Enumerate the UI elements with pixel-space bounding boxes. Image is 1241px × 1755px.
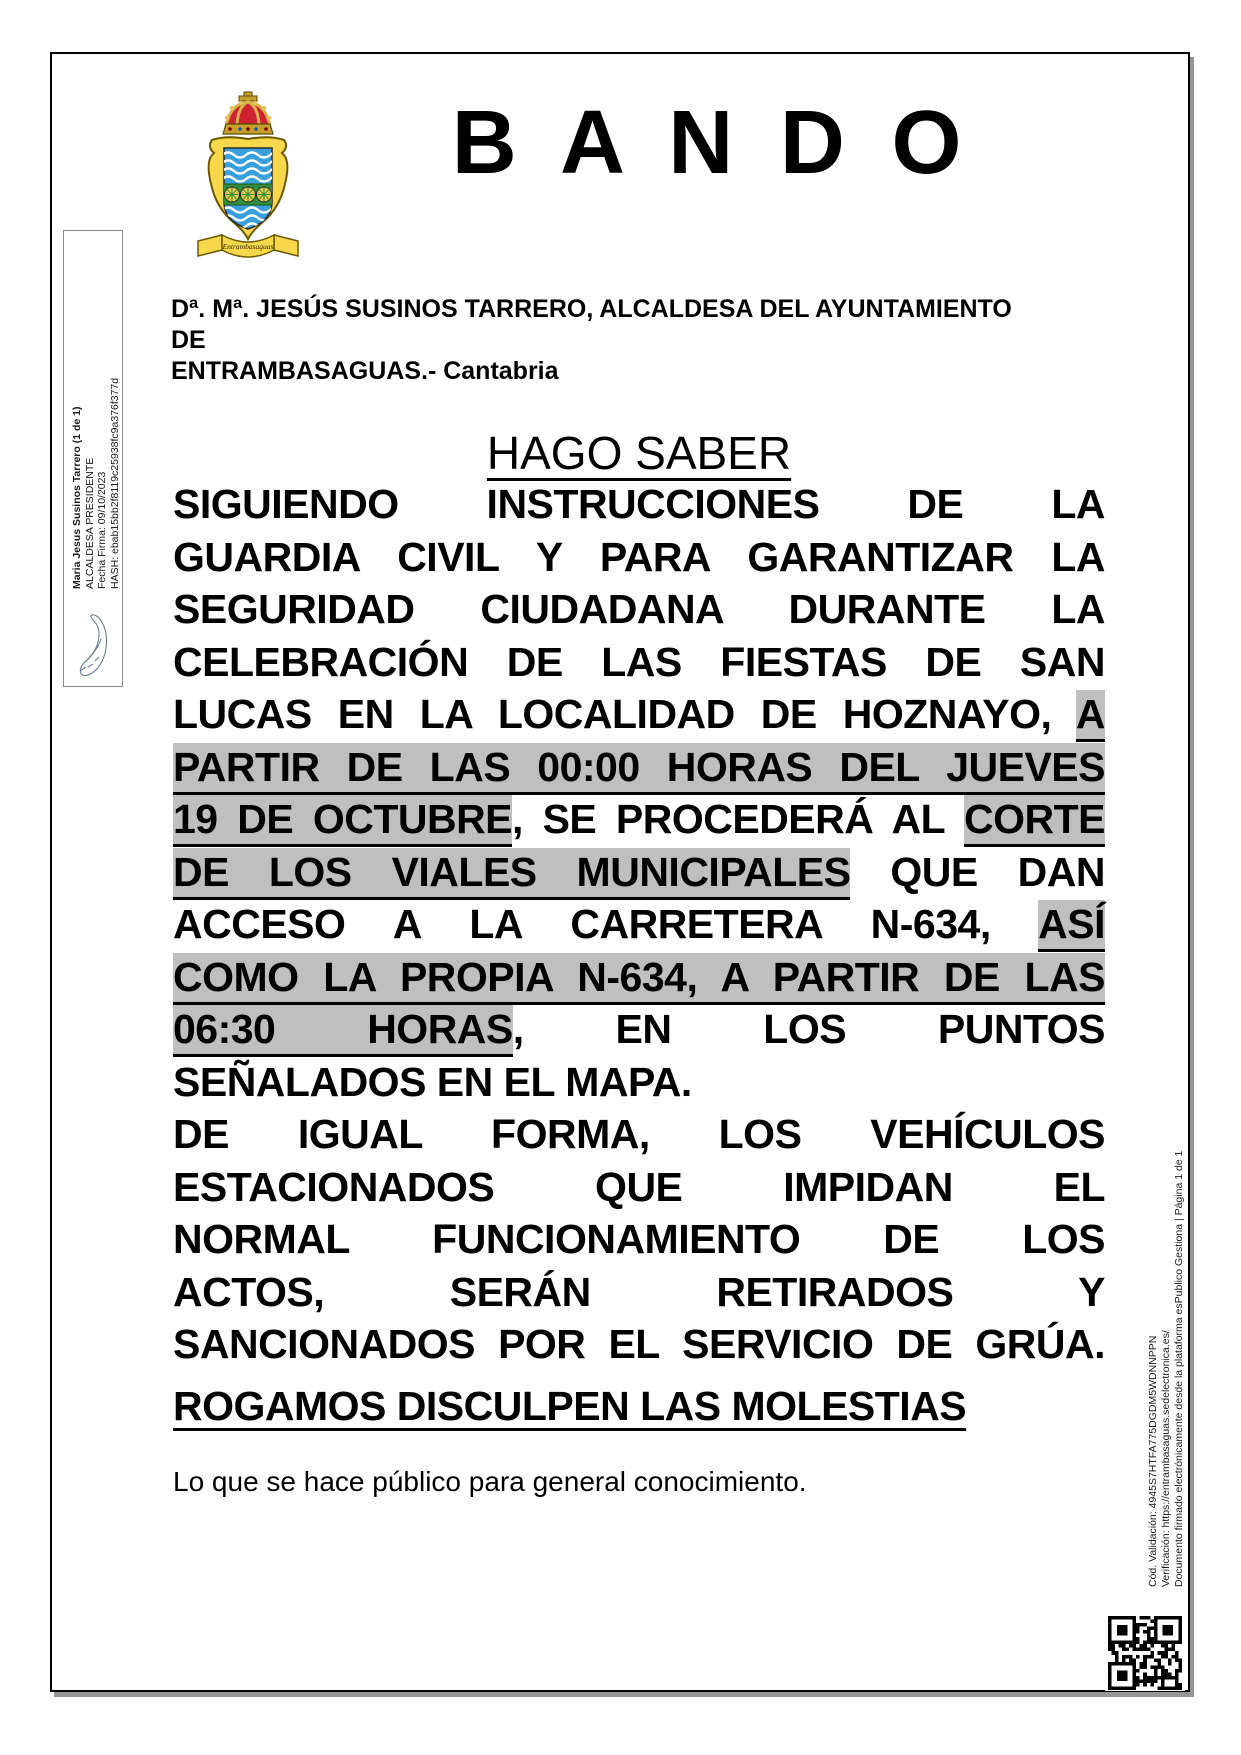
- plain-text: SANCIONADOS POR EL SERVICIO DE GRÚA.: [173, 1321, 1105, 1367]
- verification-url: Verificación: https://entrambasaguas.sedelectronica.es/: [1160, 1330, 1172, 1587]
- issuer-line-2: ENTRAMBASAGUAS.- Cantabria: [171, 357, 559, 385]
- signature-hash: HASH: ebab15bb2f8119c25938fc9a376f377d: [108, 377, 121, 589]
- closing-line: ROGAMOS DISCULPEN LAS MOLESTIAS: [173, 1382, 967, 1429]
- crown-icon: [223, 92, 273, 134]
- body-line: [173, 1161, 1105, 1214]
- body-block: [173, 478, 1105, 1509]
- highlighted-text: CORTE: [964, 795, 1105, 847]
- body-line: [173, 1266, 1105, 1319]
- highlighted-text: A: [1076, 690, 1105, 742]
- signer-name: Maria Jesus Susinos Tarrero (1 de 1): [71, 406, 83, 589]
- plain-text: ESTACIONADOS QUE IMPIDAN EL: [173, 1163, 1105, 1210]
- highlighted-text: 19 DE OCTUBRE: [173, 795, 512, 847]
- body-line: [173, 636, 1105, 689]
- plain-text: ACTOS, SERÁN RETIRADOS Y: [173, 1268, 1105, 1315]
- body-line: [173, 1318, 1105, 1371]
- highlighted-text: ASÍ: [1038, 900, 1105, 952]
- highlighted-text: PARTIR DE LAS 00:00 HORAS DEL JUEVES: [173, 743, 1105, 795]
- qr-code: [1105, 1615, 1185, 1691]
- body-line: [173, 846, 1105, 899]
- shield: [209, 137, 288, 239]
- plain-text: , SE PROCEDERÁ AL: [512, 796, 965, 842]
- signature-stamp-box: [63, 230, 123, 687]
- footer-note: Lo que se hace público para general conocimiento.: [173, 1466, 807, 1497]
- platform-line: Documento firmado electrónicamente desde la plataforma esPublico Gestiona | Página 1 de 1: [1173, 1150, 1185, 1587]
- body-line: [173, 688, 1105, 741]
- signer-role: ALCALDESA PRESIDENTE: [83, 457, 96, 589]
- issuer-statement: [171, 294, 1051, 387]
- page-title: B A N D O: [451, 93, 973, 193]
- plain-text: SEGURIDAD CIUDADANA DURANTE LA: [173, 586, 1105, 632]
- highlighted-text: 06:30 HORAS: [173, 1005, 513, 1057]
- body-line: [173, 1056, 1105, 1109]
- validation-code: Cód. Validación: 4945S7HTFA775DGDM5WDNNPPN: [1147, 1335, 1159, 1587]
- highlighted-text: DE LOS VIALES MUNICIPALES: [173, 848, 850, 900]
- issuer-line-1: Dª. Mª. JESÚS SUSINOS TARRERO, ALCALDESA DEL AYUNTAMIENTO DE: [171, 295, 1012, 354]
- body-line: [173, 793, 1105, 846]
- plain-text: SEÑALADOS EN EL MAPA.: [173, 1058, 692, 1105]
- signature-date: Fecha Firma: 09/10/2023: [96, 471, 108, 589]
- body-line: [173, 583, 1105, 636]
- signature-stamp-text: [71, 357, 121, 589]
- handwritten-signature-icon: [68, 609, 114, 681]
- plain-text: LUCAS EN LA LOCALIDAD DE HOZNAYO,: [173, 691, 1076, 737]
- plain-text: GUARDIA CIVIL Y PARA GARANTIZAR LA: [173, 533, 1105, 580]
- plain-text: DE IGUAL FORMA, LOS VEHÍCULOS: [173, 1111, 1105, 1157]
- banner-text: Entrambasaguas: [222, 242, 274, 251]
- verification-sidebar: [1147, 1042, 1186, 1587]
- plain-text: NORMAL FUNCIONAMIENTO DE LOS: [173, 1216, 1105, 1262]
- plain-text: , EN LOS PUNTOS: [512, 1006, 1105, 1052]
- plain-text: QUE DAN: [850, 848, 1105, 895]
- body-line: [173, 478, 1105, 531]
- plain-text: SIGUIENDO INSTRUCCIONES DE LA: [173, 481, 1105, 527]
- plain-text: CELEBRACIÓN DE LAS FIESTAS DE SAN: [173, 638, 1105, 685]
- entrambasaguas-coat-of-arms: [192, 90, 304, 264]
- subtitle-hago-saber: HAGO SABER: [486, 427, 792, 479]
- body-line: [173, 1213, 1105, 1266]
- highlighted-text: COMO LA PROPIA N-634, A PARTIR DE LAS: [173, 953, 1105, 1005]
- body-line: [173, 1003, 1105, 1056]
- plain-text: ACCESO A LA CARRETERA N-634,: [173, 901, 1039, 947]
- body-text: [173, 478, 1105, 1371]
- document-page: [50, 52, 1190, 1692]
- body-line: [173, 951, 1105, 1004]
- body-line: [173, 1108, 1105, 1161]
- body-line: [173, 898, 1105, 951]
- body-line: [173, 741, 1105, 794]
- body-line: [173, 531, 1105, 584]
